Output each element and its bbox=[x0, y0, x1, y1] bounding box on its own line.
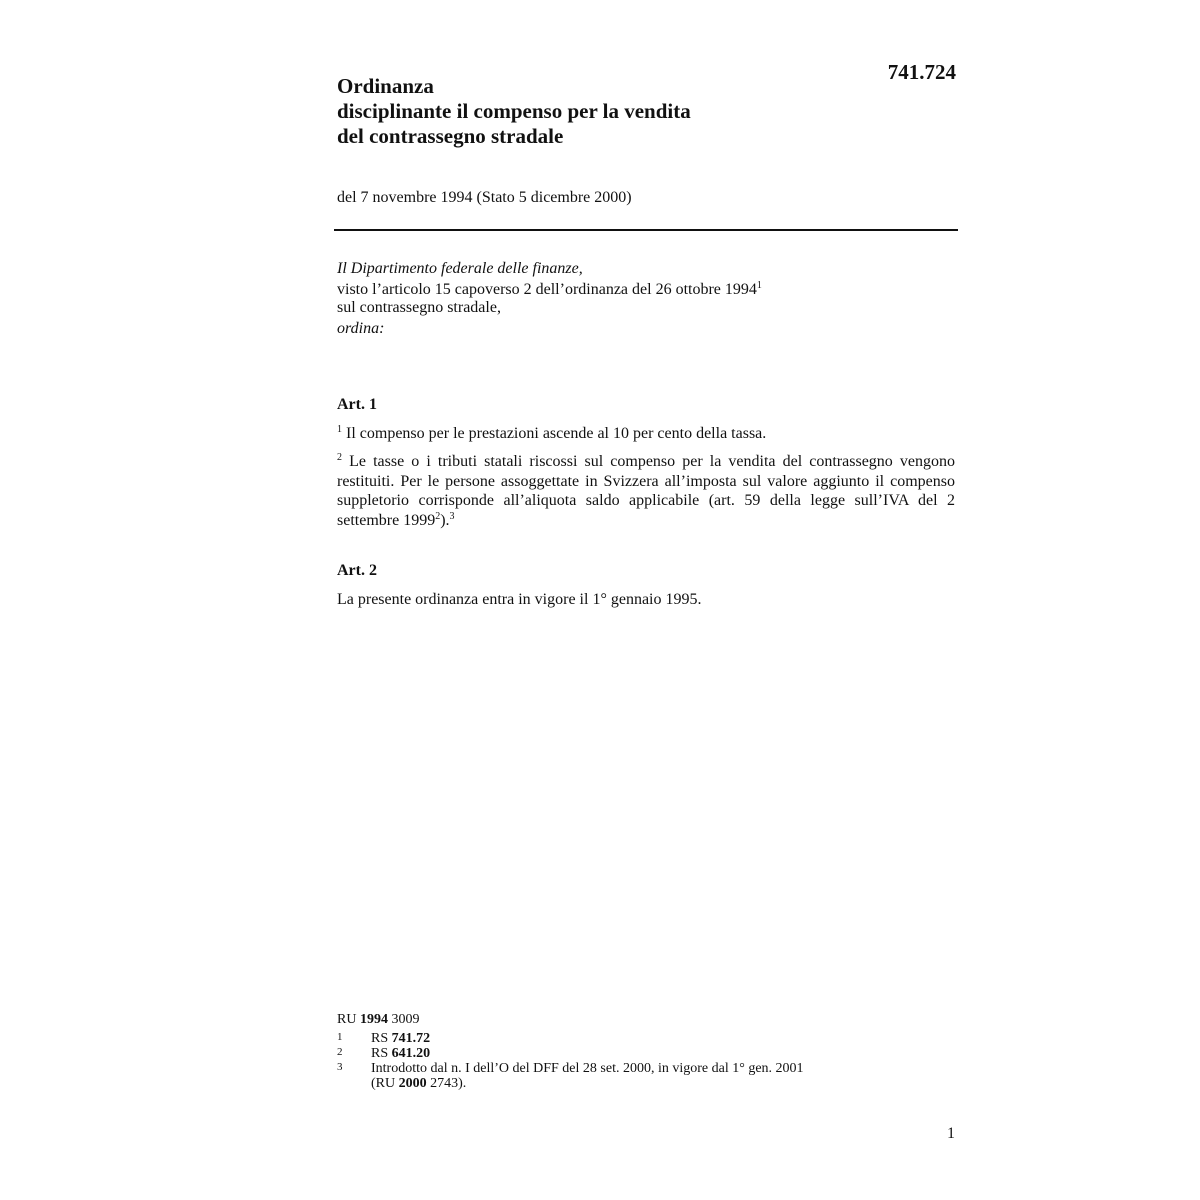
footnote-ref-2[interactable]: 2 bbox=[435, 510, 441, 522]
footnote-number: 2 bbox=[337, 1046, 343, 1058]
paragraph-number: 1 bbox=[337, 424, 342, 435]
title-line-1: Ordinanza bbox=[337, 74, 434, 98]
footnote-ref-1[interactable]: 1 bbox=[756, 280, 762, 291]
ru-page: 3009 bbox=[387, 1012, 420, 1027]
page-number: 1 bbox=[947, 1125, 955, 1142]
footnote-1 bbox=[337, 1031, 957, 1046]
preamble-ordina: ordina: bbox=[337, 320, 385, 337]
footnote-ref-3[interactable]: 3 bbox=[449, 510, 455, 522]
header-divider bbox=[334, 229, 958, 231]
footnote-number: 3 bbox=[337, 1061, 343, 1073]
document-title bbox=[337, 74, 897, 149]
preamble-basis-line-2: sul contrassegno stradale, bbox=[337, 299, 501, 316]
preamble-authority: Il Dipartimento federale delle finanze, bbox=[337, 260, 583, 277]
footnote-text bbox=[371, 1046, 957, 1061]
preamble bbox=[337, 260, 957, 338]
preamble-basis-text: visto l’articolo 15 capoverso 2 dell’ordinanza del 26 ottobre 1994 bbox=[337, 281, 757, 298]
paragraph-text-tail: ). bbox=[440, 511, 450, 529]
footnote-sr-ref[interactable]: 641.20 bbox=[391, 1046, 431, 1061]
ru-prefix: RU bbox=[337, 1012, 360, 1027]
footnotes-section bbox=[337, 1012, 957, 1091]
ru-year: 1994 bbox=[359, 1012, 388, 1027]
footnote-line-2-suffix: 2743). bbox=[426, 1076, 467, 1091]
footnote-3 bbox=[337, 1061, 957, 1091]
footnote-line-2-prefix: (RU bbox=[371, 1076, 399, 1091]
ru-reference bbox=[337, 1012, 957, 1027]
paragraph-text: Le tasse o i tributi statali riscossi sul compenso per la vendita del contrassegno vengono restituiti. Per le persone assoggettate in Svizzera all’imposta sul valore aggiunto il compenso suppletorio corrisponde all’aliquota saldo applicabile (art. 59 della legge sull’IVA del 2 settembre 1999 bbox=[337, 453, 955, 529]
paragraph-text: Il compenso per le prestazioni ascende al 10 per cento della tassa. bbox=[342, 425, 767, 442]
footnote-number: 1 bbox=[337, 1031, 343, 1043]
title-line-3: del contrassegno stradale bbox=[337, 124, 564, 148]
footnote-2 bbox=[337, 1046, 957, 1061]
article-1-paragraph-1 bbox=[337, 424, 955, 444]
footnote-prefix: RS bbox=[371, 1046, 392, 1061]
preamble-basis-line-1 bbox=[337, 281, 957, 299]
article-2-text: La presente ordinanza entra in vigore il 1° gennaio 1995. bbox=[337, 591, 702, 608]
footnote-sr-ref[interactable]: 741.72 bbox=[391, 1031, 431, 1046]
sr-number: 741.724 bbox=[887, 60, 956, 84]
footnote-text bbox=[371, 1031, 957, 1046]
footnote-line-1: Introdotto dal n. I dell’O del DFF del 28 set. 2000, in vigore dal 1° gen. 2001 bbox=[371, 1061, 804, 1076]
date-status-line: del 7 novembre 1994 (Stato 5 dicembre 2000) bbox=[337, 189, 632, 206]
footnote-text bbox=[371, 1061, 957, 1091]
title-line-2: disciplinante il compenso per la vendita bbox=[337, 99, 691, 123]
footnote-ru-year[interactable]: 2000 bbox=[398, 1076, 427, 1091]
paragraph-number: 2 bbox=[337, 452, 342, 463]
article-2-heading: Art. 2 bbox=[337, 562, 377, 579]
article-1-heading: Art. 1 bbox=[337, 396, 377, 413]
article-1-paragraph-2 bbox=[337, 452, 955, 530]
footnote-prefix: RS bbox=[371, 1031, 392, 1046]
